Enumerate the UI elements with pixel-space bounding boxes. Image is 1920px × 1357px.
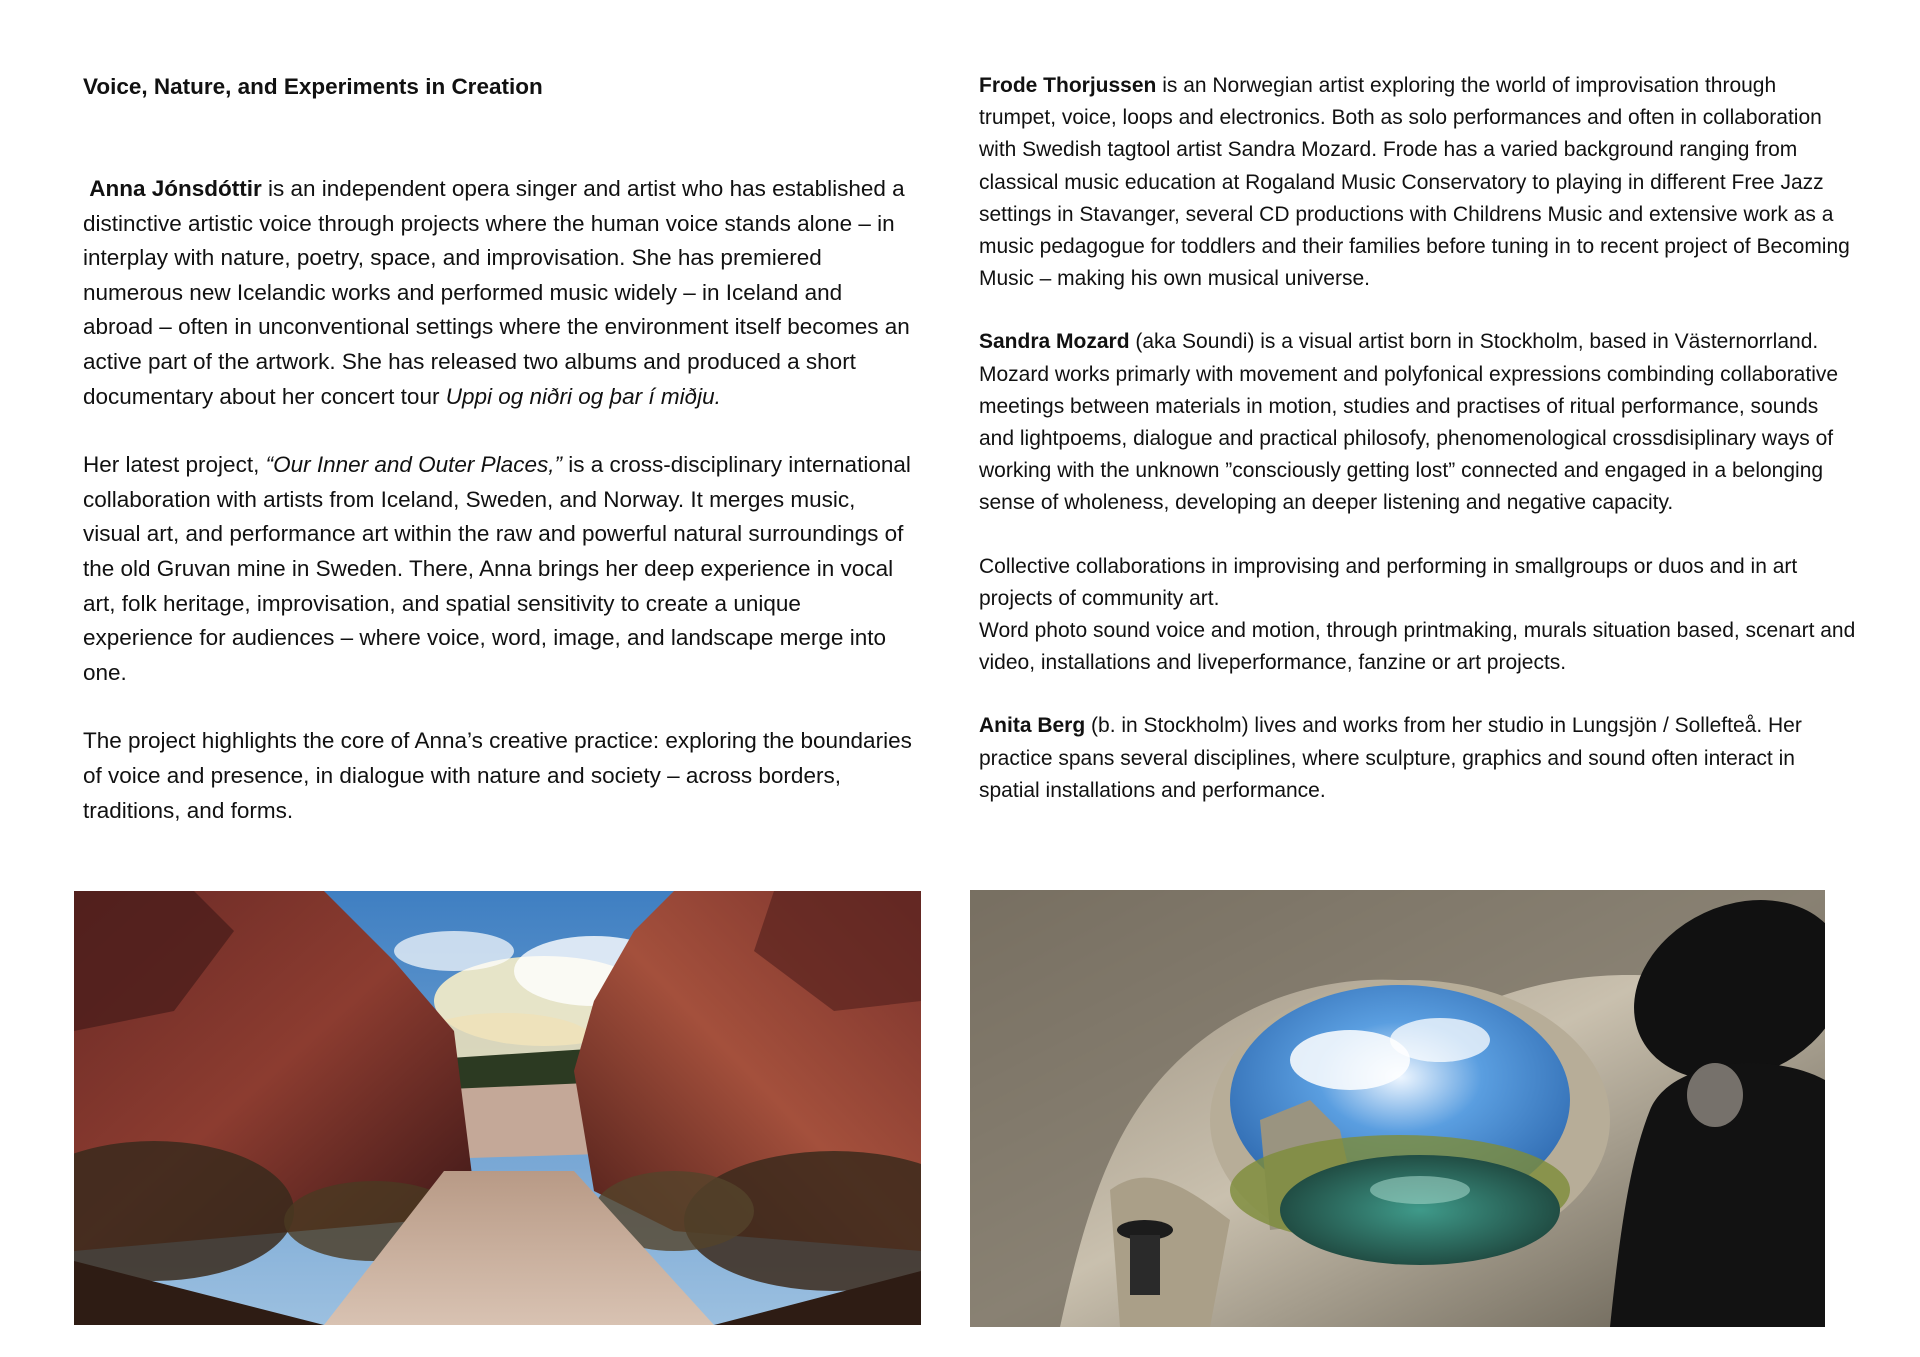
page-title: Voice, Nature, and Experiments in Creation [83, 74, 543, 99]
anna-tour-title: Uppi og niðri og þar í miðju. [445, 383, 721, 409]
cave-lake-photo [970, 890, 1825, 1327]
anita-name: Anita Berg [979, 714, 1086, 738]
right-column [979, 70, 1859, 838]
gorge-photo-illustration [74, 891, 921, 1325]
anna-bio-text: is an independent opera singer and artist who has established a distinctive artistic voice through projects where the human voice stands alone – in interplay with nature, poetry, space, and improvisation. She has premiered numerous new Icelandic works and performed music widely – in Iceland and abroad – often in unconventional settings where the environment itself becomes an active part of the artwork. She has released two albums and produced a short documentary about her concert tour [83, 176, 910, 409]
collective-paragraph: Collective collaborations in improvising and performing in smallgroups or duos and in art projects of community art. [979, 554, 1798, 610]
project-text: is a cross-disciplinary international collaboration with artists from Iceland, Sweden, and Norway. It merges music, visual art, and performance art within the raw and powerful natural surroundings of the old Gruvan mine in Sweden. There, Anna brings her deep experience in vocal art, folk heritage, improvisation, and spatial sensitivity to create a unique experience for audiences – where voice, word, image, and landscape merge into one. [83, 452, 911, 685]
sandra-bio [979, 326, 1859, 519]
sandra-bio-text: (aka Soundi) is a visual artist born in Stockholm, based in Västernorrland. Mozard works primarly with movement and polyfonical expressions combinding collaborative meetings between materials in motion, studies and practises of ritual performance, sounds and lightpoems, dialogue and practical philosofy, phenomenological crossdisiplinary ways of working with the unknown ”consciously getting lost” connected and engaged in a belonging sense of wholeness, developing an deeper listening and negative capacity. [979, 330, 1839, 515]
project-intro: Her latest project, [83, 452, 266, 478]
sandra-name: Sandra Mozard [979, 330, 1130, 354]
gruvan-gorge-photo [74, 891, 921, 1325]
word-paragraph: Word photo sound voice and motion, through printmaking, murals situation based, scenart and video, installations and liveperformance, fanzine or art projects. [979, 619, 1856, 675]
project-paragraph [83, 448, 913, 690]
frode-bio-text: is an Norwegian artist exploring the world of improvisation through trumpet, voice, loops and electronics. Both as solo performances and often in collaboration with Swedish tagtool artist Sandra Mozard. Frode has a varied background ranging from classical music education at Rogaland Music Conservatory to playing in different Free Jazz settings in Stavanger, several CD productions with Childrens Music and extensive work as a music pedagogue for toddlers and their families before tuning in to recent project of Becoming Music – making his own musical universe. [979, 74, 1850, 291]
project-name: “Our Inner and Outer Places,” [265, 452, 562, 478]
highlight-paragraph: The project highlights the core of Anna’s creative practice: exploring the boundaries of voice and presence, in dialogue with nature and society – across borders, traditions, and forms. [83, 728, 912, 823]
anita-bio-text: (b. in Stockholm) lives and works from her studio in Lungsjön / Sollefteå. Her practice spans several disciplines, where sculpture, graphics and sound often interact in spatial installations and performance. [979, 714, 1802, 802]
left-column [83, 70, 913, 862]
frode-bio [979, 70, 1859, 295]
anna-bio [83, 172, 913, 414]
anna-name: Anna Jónsdóttir [89, 176, 262, 201]
cave-photo-illustration [970, 890, 1825, 1327]
anita-bio [979, 710, 1859, 807]
frode-name: Frode Thorjussen [979, 74, 1157, 97]
